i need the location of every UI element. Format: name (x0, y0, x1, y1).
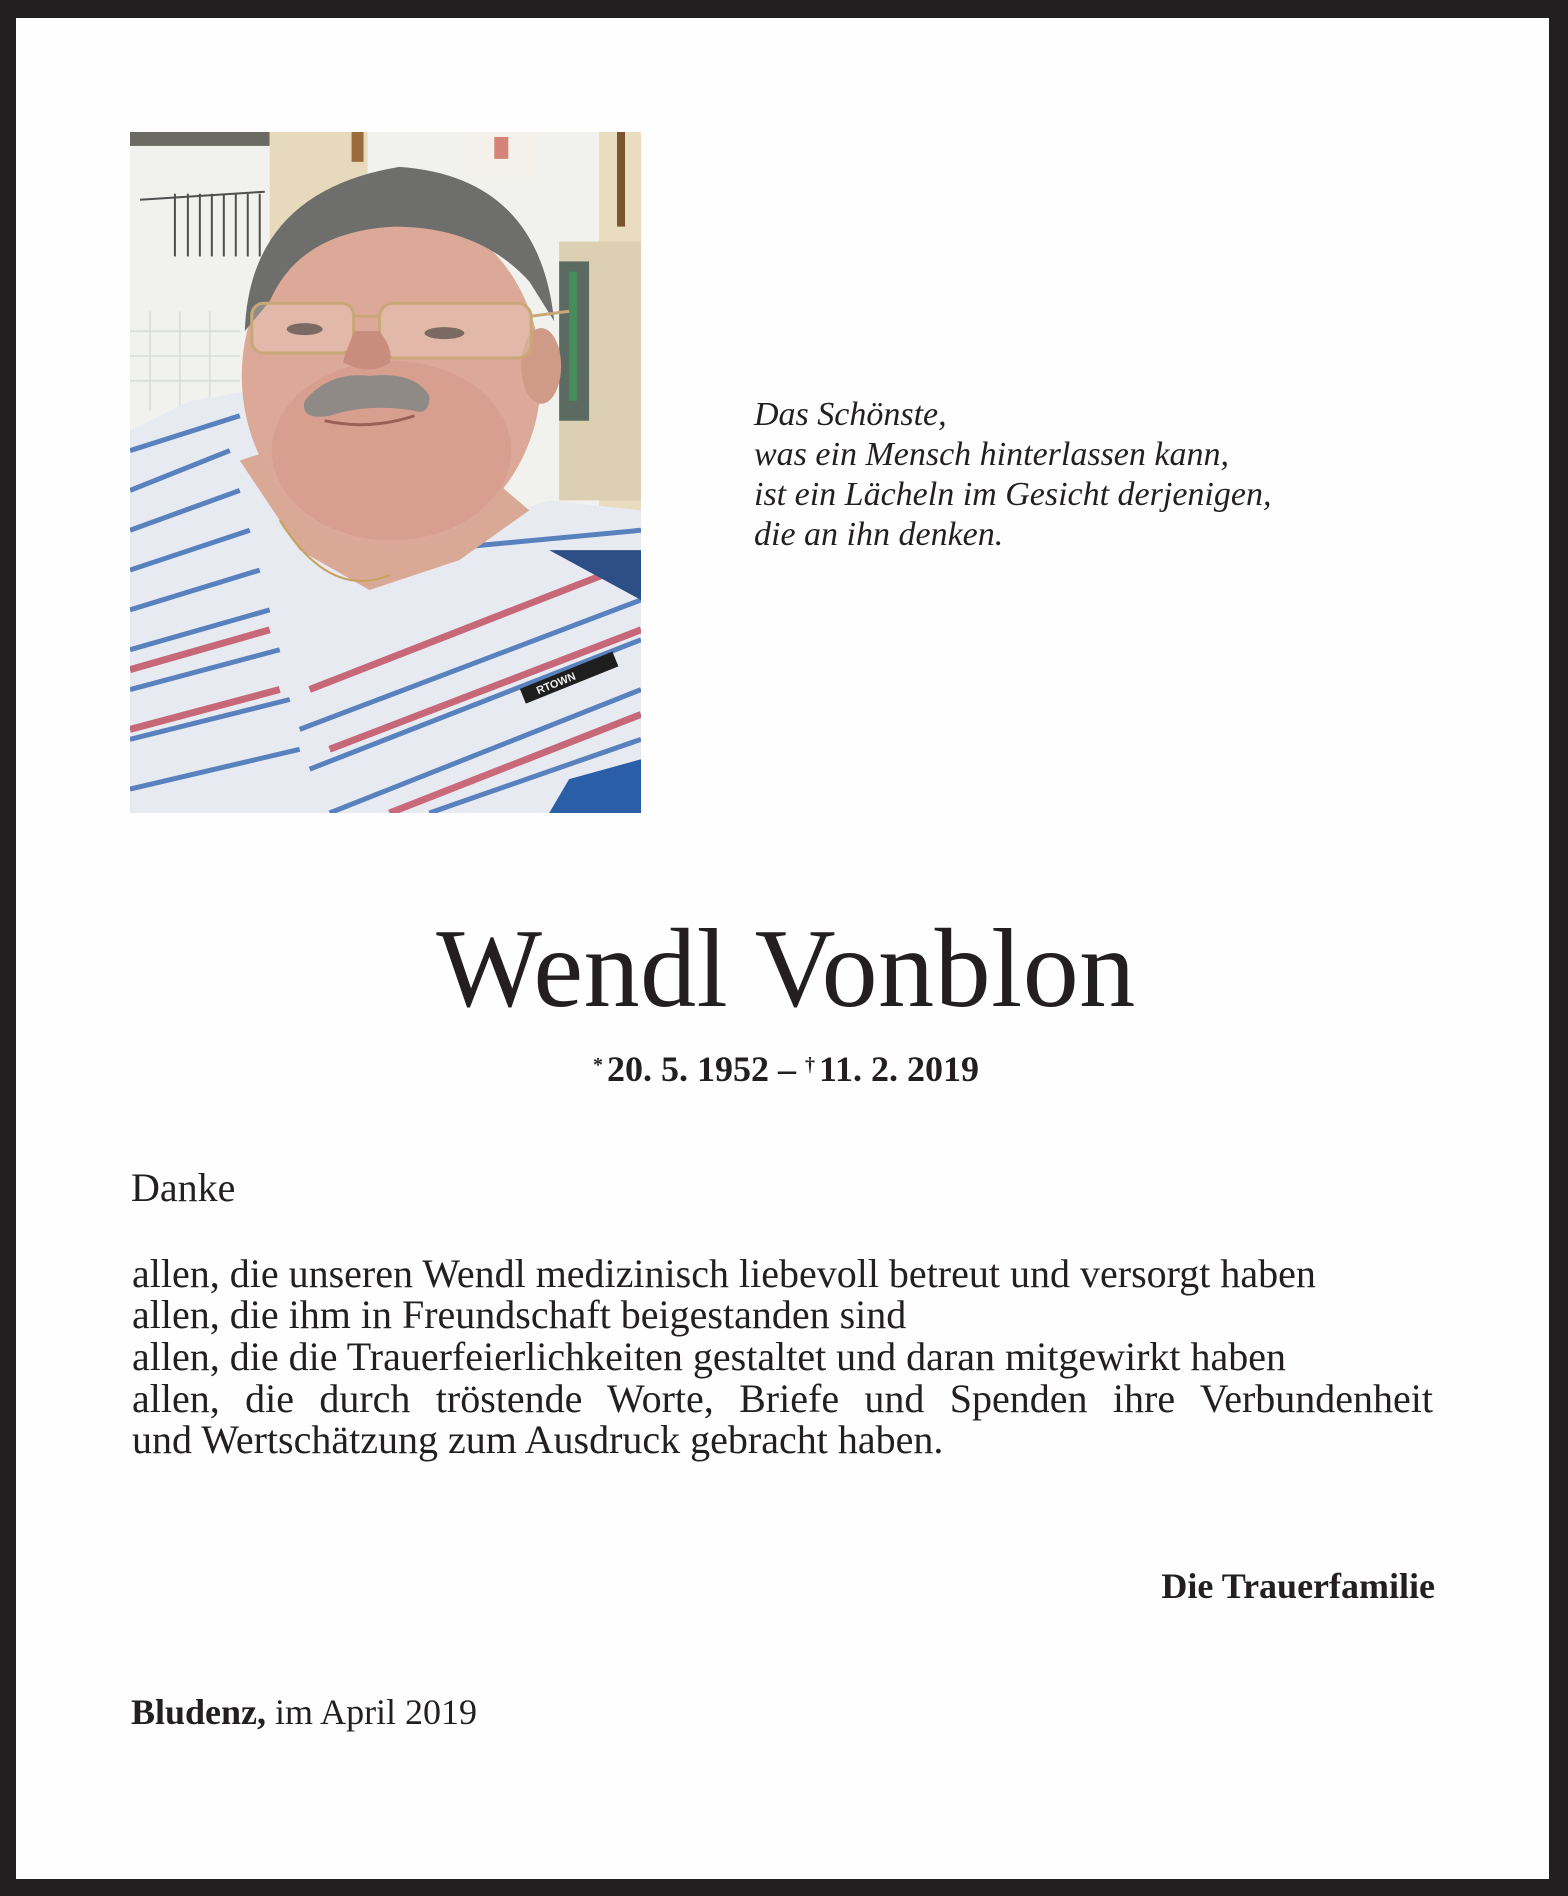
life-dates (416, 1051, 1156, 1087)
portrait-photo (130, 132, 641, 813)
thanks-line: allen, die unseren Wendl medizinisch liebevoll betreut und versorgt haben (132, 1251, 1316, 1296)
place-and-date (131, 1694, 477, 1730)
birth-symbol: * (592, 1054, 603, 1076)
obituary-notice (16, 18, 1549, 1879)
quote-line: ist ein Lächeln im Gesicht derjenigen, (754, 476, 1272, 513)
birth-date: 20. 5. 1952 (606, 1049, 769, 1089)
quote-line: die an ihn denken. (754, 516, 1004, 553)
death-date: 11. 2. 2019 (818, 1049, 979, 1089)
deceased-name: Wendl Vonblon (436, 907, 1136, 1031)
portrait-photo-icon (130, 132, 641, 813)
signature: Die Trauerfamilie (1161, 1566, 1435, 1606)
quote-line: was ein Mensch hinterlassen kann, (754, 436, 1229, 473)
death-symbol: † (804, 1054, 815, 1076)
thanks-line: allen, die ihm in Freundschaft beigestanden sind (132, 1292, 907, 1337)
thanks-line: allen, die die Trauerfeierlichkeiten gestaltet und daran mitgewirkt haben (132, 1334, 1287, 1379)
quote-line: Das Schönste, (754, 396, 947, 433)
thanks-heading: Danke (131, 1165, 236, 1210)
date-separator: – (777, 1049, 796, 1089)
thanks-line: und Wertschätzung zum Ausdruck gebracht haben. (132, 1417, 944, 1462)
thanks-line: allen, die durch tröstende Worte, Briefe und Spenden ihre Verbundenheit (132, 1376, 1433, 1421)
date: im April 2019 (275, 1692, 478, 1732)
place: Bludenz, (131, 1692, 267, 1732)
svg-text:RTOWN: RTOWN (534, 670, 578, 698)
